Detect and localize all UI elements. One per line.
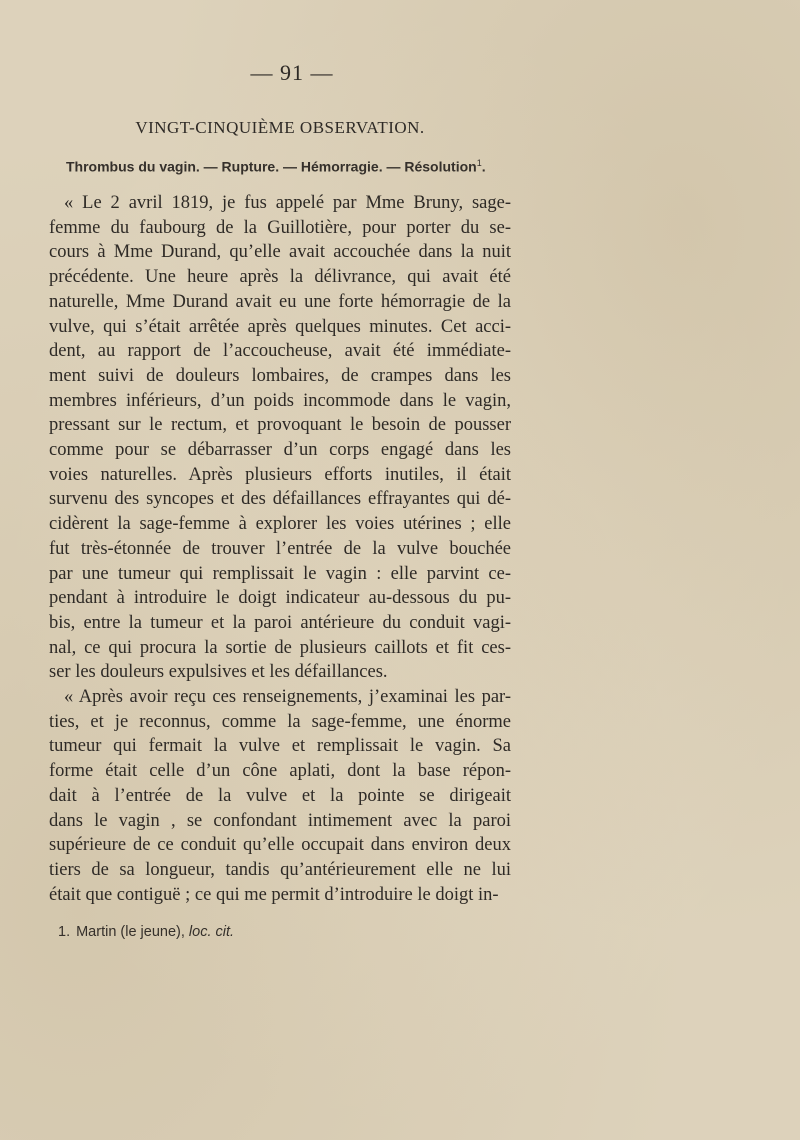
observation-subtitle: Thrombus du vagin. — Rupture. — Hémorragie. — Résolution$^1$.	[66, 158, 486, 175]
observation-heading: VINGT-CINQUIÈME OBSERVATION.	[135, 118, 425, 137]
text-line: ties, et je reconnus, comme la sage-femme, une énorme	[49, 711, 511, 732]
text-line: précédente. Une heure après la délivrance, qui avait été	[49, 267, 511, 288]
text-line: était que contiguë ; ce qui me permit d’introduire le doigt in-	[49, 884, 499, 905]
text-line: « Le 2 avril 1819, je fus appelé par Mme Bruny, sage-	[64, 193, 511, 213]
page-number: — 91 —	[250, 60, 334, 85]
text-line: naturelle, Mme Durand avait eu une forte hémorragie de la	[49, 291, 511, 312]
text-line: supérieure de ce conduit qu’elle occupait dans environ deux	[49, 835, 511, 856]
text-line: forme était celle d’un cône aplati, dont la base répon-	[49, 761, 511, 782]
text-line: cidèrent la sage-femme à explorer les voies utérines ; elle	[49, 514, 511, 535]
text-line: nal, ce qui procura la sortie de plusieurs caillots et fit ces-	[49, 637, 511, 658]
text-line: survenu des syncopes et des défaillances effrayantes qui dé-	[49, 489, 511, 510]
text-line: dait à l’entrée de la vulve et la pointe se dirigeait	[49, 785, 511, 806]
text-line: tumeur qui fermait la vulve et remplissait le vagin. Sa	[49, 736, 511, 757]
footnote	[58, 924, 234, 940]
text-line: cours à Mme Durand, qu’elle avait accouchée dans la nuit	[49, 242, 511, 263]
body-text	[49, 191, 511, 907]
text-line: pressant sur le rectum, et provoquant le besoin de pousser	[49, 415, 511, 436]
footnote-citation: loc. cit.	[188, 924, 235, 940]
text-line: par une tumeur qui remplissait le vagin : elle parvint ce-	[49, 563, 511, 584]
text-line: voies naturelles. Après plusieurs efforts inutiles, il était	[49, 464, 511, 485]
text-line: dent, au rapport de l’accoucheuse, avait été immédiate-	[49, 341, 511, 362]
text-line: vulve, qui s’était arrêtée après quelques minutes. Cet acci-	[49, 316, 511, 337]
text-line: bis, entre la tumeur et la paroi antérieure du conduit vagi-	[49, 612, 511, 633]
text-line: fut très-étonnée de trouver l’entrée de la vulve bouchée	[49, 538, 511, 559]
text-line: tiers de sa longueur, tandis qu’antérieurement elle ne lui	[49, 859, 511, 880]
footnote-reference-mark: 1	[476, 158, 482, 168]
footnote-text: Martin (le jeune),	[76, 924, 185, 940]
text-line: femme du faubourg de la Guillotière, pour porter du se-	[49, 217, 511, 238]
text-line: pendant à introduire le doigt indicateur au-dessous du pu-	[49, 588, 511, 609]
text-line: dans le vagin , se confondant intimement avec la paroi	[49, 810, 511, 831]
text-line: ment suivi de douleurs lombaires, de crampes dans les	[49, 365, 511, 386]
text-line: membres inférieurs, d’un poids incommode dans le vagin,	[49, 390, 511, 411]
text-line: « Après avoir reçu ces renseignements, j’examinai les par-	[64, 687, 511, 708]
text-line: ser les douleurs expulsives et les défaillances.	[49, 662, 388, 683]
subtitle-text: Thrombus du vagin. — Rupture. — Hémorragie. — Résolution	[66, 158, 477, 175]
footnote-number: 1.	[58, 924, 71, 940]
text-line: comme pour se débarrasser d’un corps engagé dans les	[49, 440, 511, 461]
